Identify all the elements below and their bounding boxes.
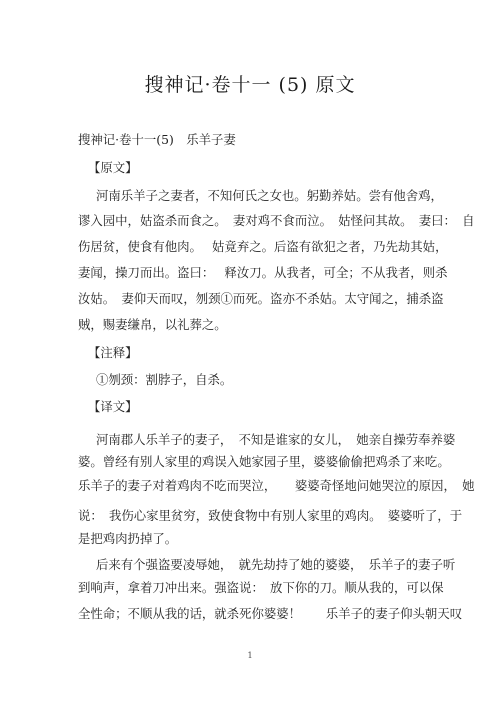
section-heading-notes: 【注释】 <box>88 345 138 360</box>
section-heading-original: 【原文】 <box>88 160 138 175</box>
section-heading-translation: 【译文】 <box>88 399 138 414</box>
original-line-3: 伤居贫，使食有他肉。 姑竟弃之。后盗有欲犯之者，乃先劫其姑， <box>78 239 448 254</box>
translation-line-5: 是把鸡肉扔掉了。 <box>78 531 178 546</box>
original-line-1: 河南乐羊子之妻者，不知何氏之女也。躬勤养姑。尝有他舍鸡， <box>96 188 443 203</box>
translation-line-4: 说： 我伤心家里贫穷，致使食物中有别人家里的鸡肉。 婆婆听了，于 <box>78 508 463 523</box>
original-line-2: 谬入园中，姑盗杀而食之。 妻对鸡不食而泣。 姑怪问其故。 妻曰： 自 <box>78 213 475 228</box>
translation-line-2: 婆。曾经有别人家里的鸡误入她家园子里，婆婆偷偷把鸡杀了来吃。 <box>78 454 450 469</box>
translation-line-8: 全性命；不顺从我的话，就杀死你婆婆！ 乐羊子的妻子仰头朝天叹 <box>78 606 463 621</box>
translation-line-3: 乐羊子的妻子对着鸡肉不吃而哭泣， 婆婆奇怪地问她哭泣的原因， 她 <box>78 478 475 493</box>
translation-line-1: 河南郡人乐羊子的妻子， 不知是谁家的女儿， 她亲自操劳奉养婆 <box>96 432 456 447</box>
translation-line-7: 到响声，拿着刀冲出来。强盗说： 放下你的刀。顺从我的，可以保 <box>78 580 444 595</box>
note-line: ①刎颈：割脖子，自杀。 <box>96 372 233 387</box>
original-line-5: 汝姑。 妻仰天而叹，刎颈①而死。盗亦不杀姑。太守闻之，捕杀盗 <box>78 291 444 306</box>
document-title: 搜神记·卷十一 (5) 原文 <box>144 74 356 96</box>
translation-line-6: 后来有个强盗要凌辱她， 就先劫持了她的婆婆， 乐羊子的妻子听 <box>96 557 456 572</box>
page-number: 1 <box>247 651 253 660</box>
document-subtitle: 搜神记·卷十一(5) 乐羊子妻 <box>78 132 236 147</box>
original-line-6: 贼，赐妻缣帛，以礼葬之。 <box>78 317 227 332</box>
original-line-4: 妻闻，操刀而出。盗曰： 释汝刀。从我者，可全；不从我者，则杀 <box>78 265 448 280</box>
